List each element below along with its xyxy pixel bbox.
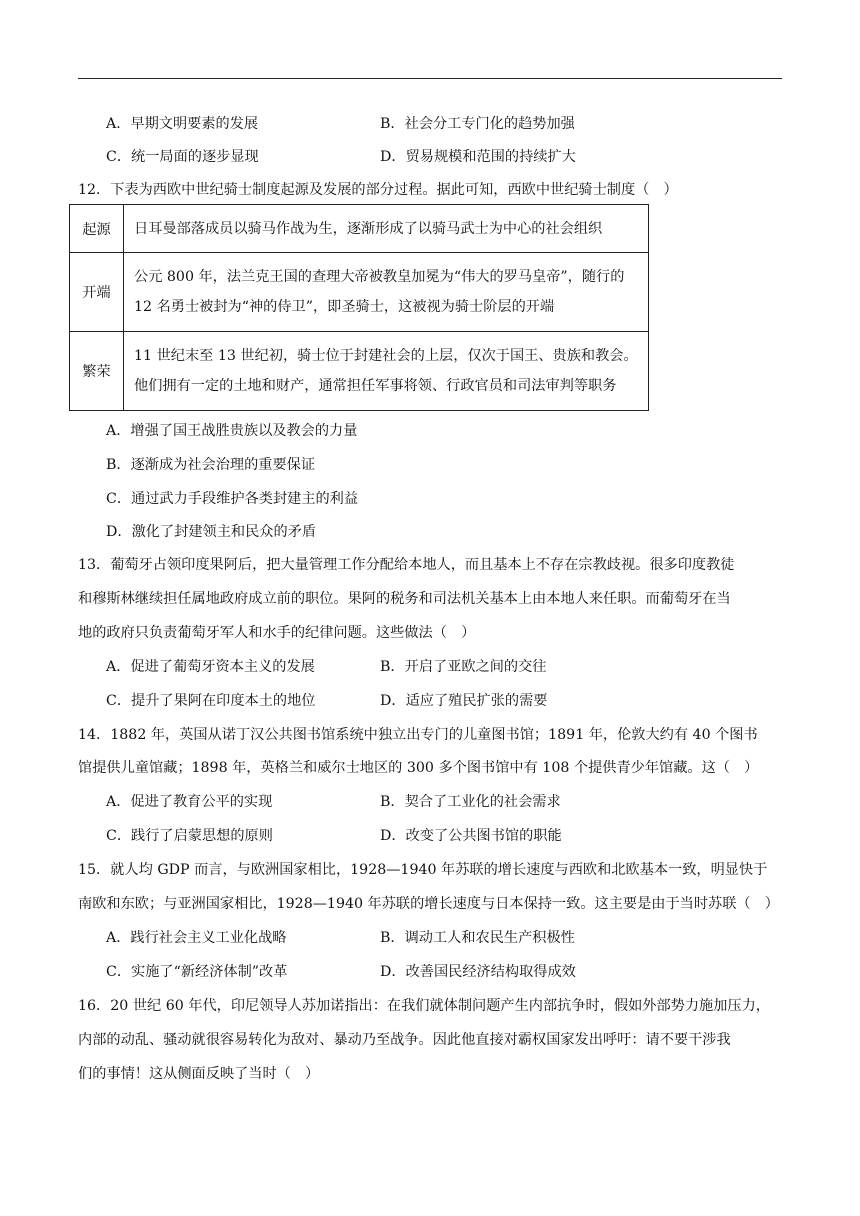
table-cell: [124, 332, 649, 411]
q13-option-d[interactable]: D．适应了殖民扩张的需要: [380, 693, 548, 709]
q12-option-d[interactable]: D．激化了封建领主和民众的矛盾: [106, 524, 317, 540]
q11-option-d[interactable]: D．贸易规模和范围的持续扩大: [380, 149, 576, 165]
q13-option-a[interactable]: A．促进了葡萄牙资本主义的发展: [106, 659, 315, 675]
q11-option-c[interactable]: C．统一局面的逐步显现: [106, 149, 259, 165]
q13-option-b[interactable]: B．开启了亚欧之间的交往: [380, 659, 547, 675]
q12-option-b[interactable]: B．逐渐成为社会治理的重要保证: [106, 457, 316, 473]
table-cell-line: 日耳曼部落成员以骑马作战为生，逐渐形成了以骑马武士为中心的社会组织: [134, 220, 603, 237]
q14-stem-line-1: 14．1882 年，英国从诺丁汉公共图书馆系统中独立出专门的儿童图书馆；1891 年，伦敦大约有 40 个图书: [78, 727, 758, 743]
q11-option-b[interactable]: B．社会分工专门化的趋势加强: [380, 116, 575, 132]
q14-option-b[interactable]: B．契合了工业化的社会需求: [380, 794, 561, 810]
table-row-head: 起源: [70, 205, 124, 253]
q12-stem: 12．下表为西欧中世纪骑士制度起源及发展的部分过程。据此可知，西欧中世纪骑士制度（ ）: [78, 182, 678, 198]
q16-stem-line-1: 16．20 世纪 60 年代，印尼领导人苏加诺指出：在我们就体制问题产生内部抗争时，假如外部势力施加压力，: [78, 998, 770, 1014]
q14-option-c[interactable]: C．践行了启蒙思想的原则: [106, 828, 273, 844]
q12-option-c[interactable]: C．通过武力手段维护各类封建主的利益: [106, 491, 359, 507]
q14-option-a[interactable]: A．促进了教育公平的实现: [106, 794, 273, 810]
q15-stem-line-2: 南欧和东欧；与亚洲国家相比，1928—1940 年苏联的增长速度与日本保持一致。这主要是由于当时苏联（ ）: [78, 896, 779, 912]
table-cell-line: 他们拥有一定的土地和财产，通常担任军事将领、行政官员和司法审判等职务: [134, 378, 617, 394]
q16-stem-line-2: 内部的动乱、骚动就很容易转化为敌对、暴动乃至战争。因此他直接对霸权国家发出呼吁：请不要干涉我: [78, 1032, 731, 1048]
table-cell: [124, 205, 649, 253]
table-row-head: 繁荣: [70, 332, 124, 411]
table-cell-line: 公元 800 年，法兰克王国的查理大帝被教皇加冕为“伟大的罗马皇帝”，随行的: [134, 269, 625, 285]
header-rule: [78, 78, 782, 79]
q14-stem-line-2: 馆提供儿童馆藏；1898 年，英格兰和威尔士地区的 300 多个图书馆中有 108 个提供青少年馆藏。这（ ）: [78, 760, 759, 776]
q15-option-b[interactable]: B．调动工人和农民生产积极性: [380, 930, 575, 946]
table-row: [70, 205, 649, 253]
q12-table: [69, 204, 649, 411]
q13-stem-line-2: 和穆斯林继续担任属地政府成立前的职位。果阿的税务和司法机关基本上由本地人来任职。而葡萄牙在当: [78, 591, 731, 607]
q13-option-c[interactable]: C．提升了果阿在印度本土的地位: [106, 693, 316, 709]
q13-stem-line-3: 地的政府只负责葡萄牙军人和水手的纪律问题。这些做法（ ）: [78, 625, 476, 641]
table-cell-line: 11 世纪末至 13 世纪初，骑士位于封建社会的上层，仅次于国王、贵族和教会。: [134, 348, 638, 364]
table-cell-line: 12 名勇士被封为“神的侍卫”，即圣骑士，这被视为骑士阶层的开端: [134, 299, 555, 315]
q15-option-c[interactable]: C．实施了“新经济体制”改革: [106, 964, 288, 980]
q15-stem-line-1: 15．就人均 GDP 而言，与欧洲国家相比，1928—1940 年苏联的增长速度与西欧和北欧基本一致，明显快于: [78, 862, 768, 878]
q15-option-d[interactable]: D．改善国民经济结构取得成效: [380, 964, 576, 980]
q12-option-a[interactable]: A．增强了国王战胜贵族以及教会的力量: [106, 423, 358, 439]
q16-stem-line-3: 们的事情！这从侧面反映了当时（ ）: [78, 1066, 320, 1082]
q14-option-d[interactable]: D．改变了公共图书馆的职能: [380, 828, 562, 844]
table-row: [70, 253, 649, 332]
table-row-head: 开端: [70, 253, 124, 332]
q15-option-a[interactable]: A．践行社会主义工业化战略: [106, 930, 287, 946]
q13-stem-line-1: 13．葡萄牙占领印度果阿后，把大量管理工作分配给本地人，而且基本上不存在宗教歧视。很多印度教徒: [78, 557, 735, 573]
q11-option-a[interactable]: A．早期文明要素的发展: [106, 116, 259, 132]
table-row: [70, 332, 649, 411]
table-cell: [124, 253, 649, 332]
